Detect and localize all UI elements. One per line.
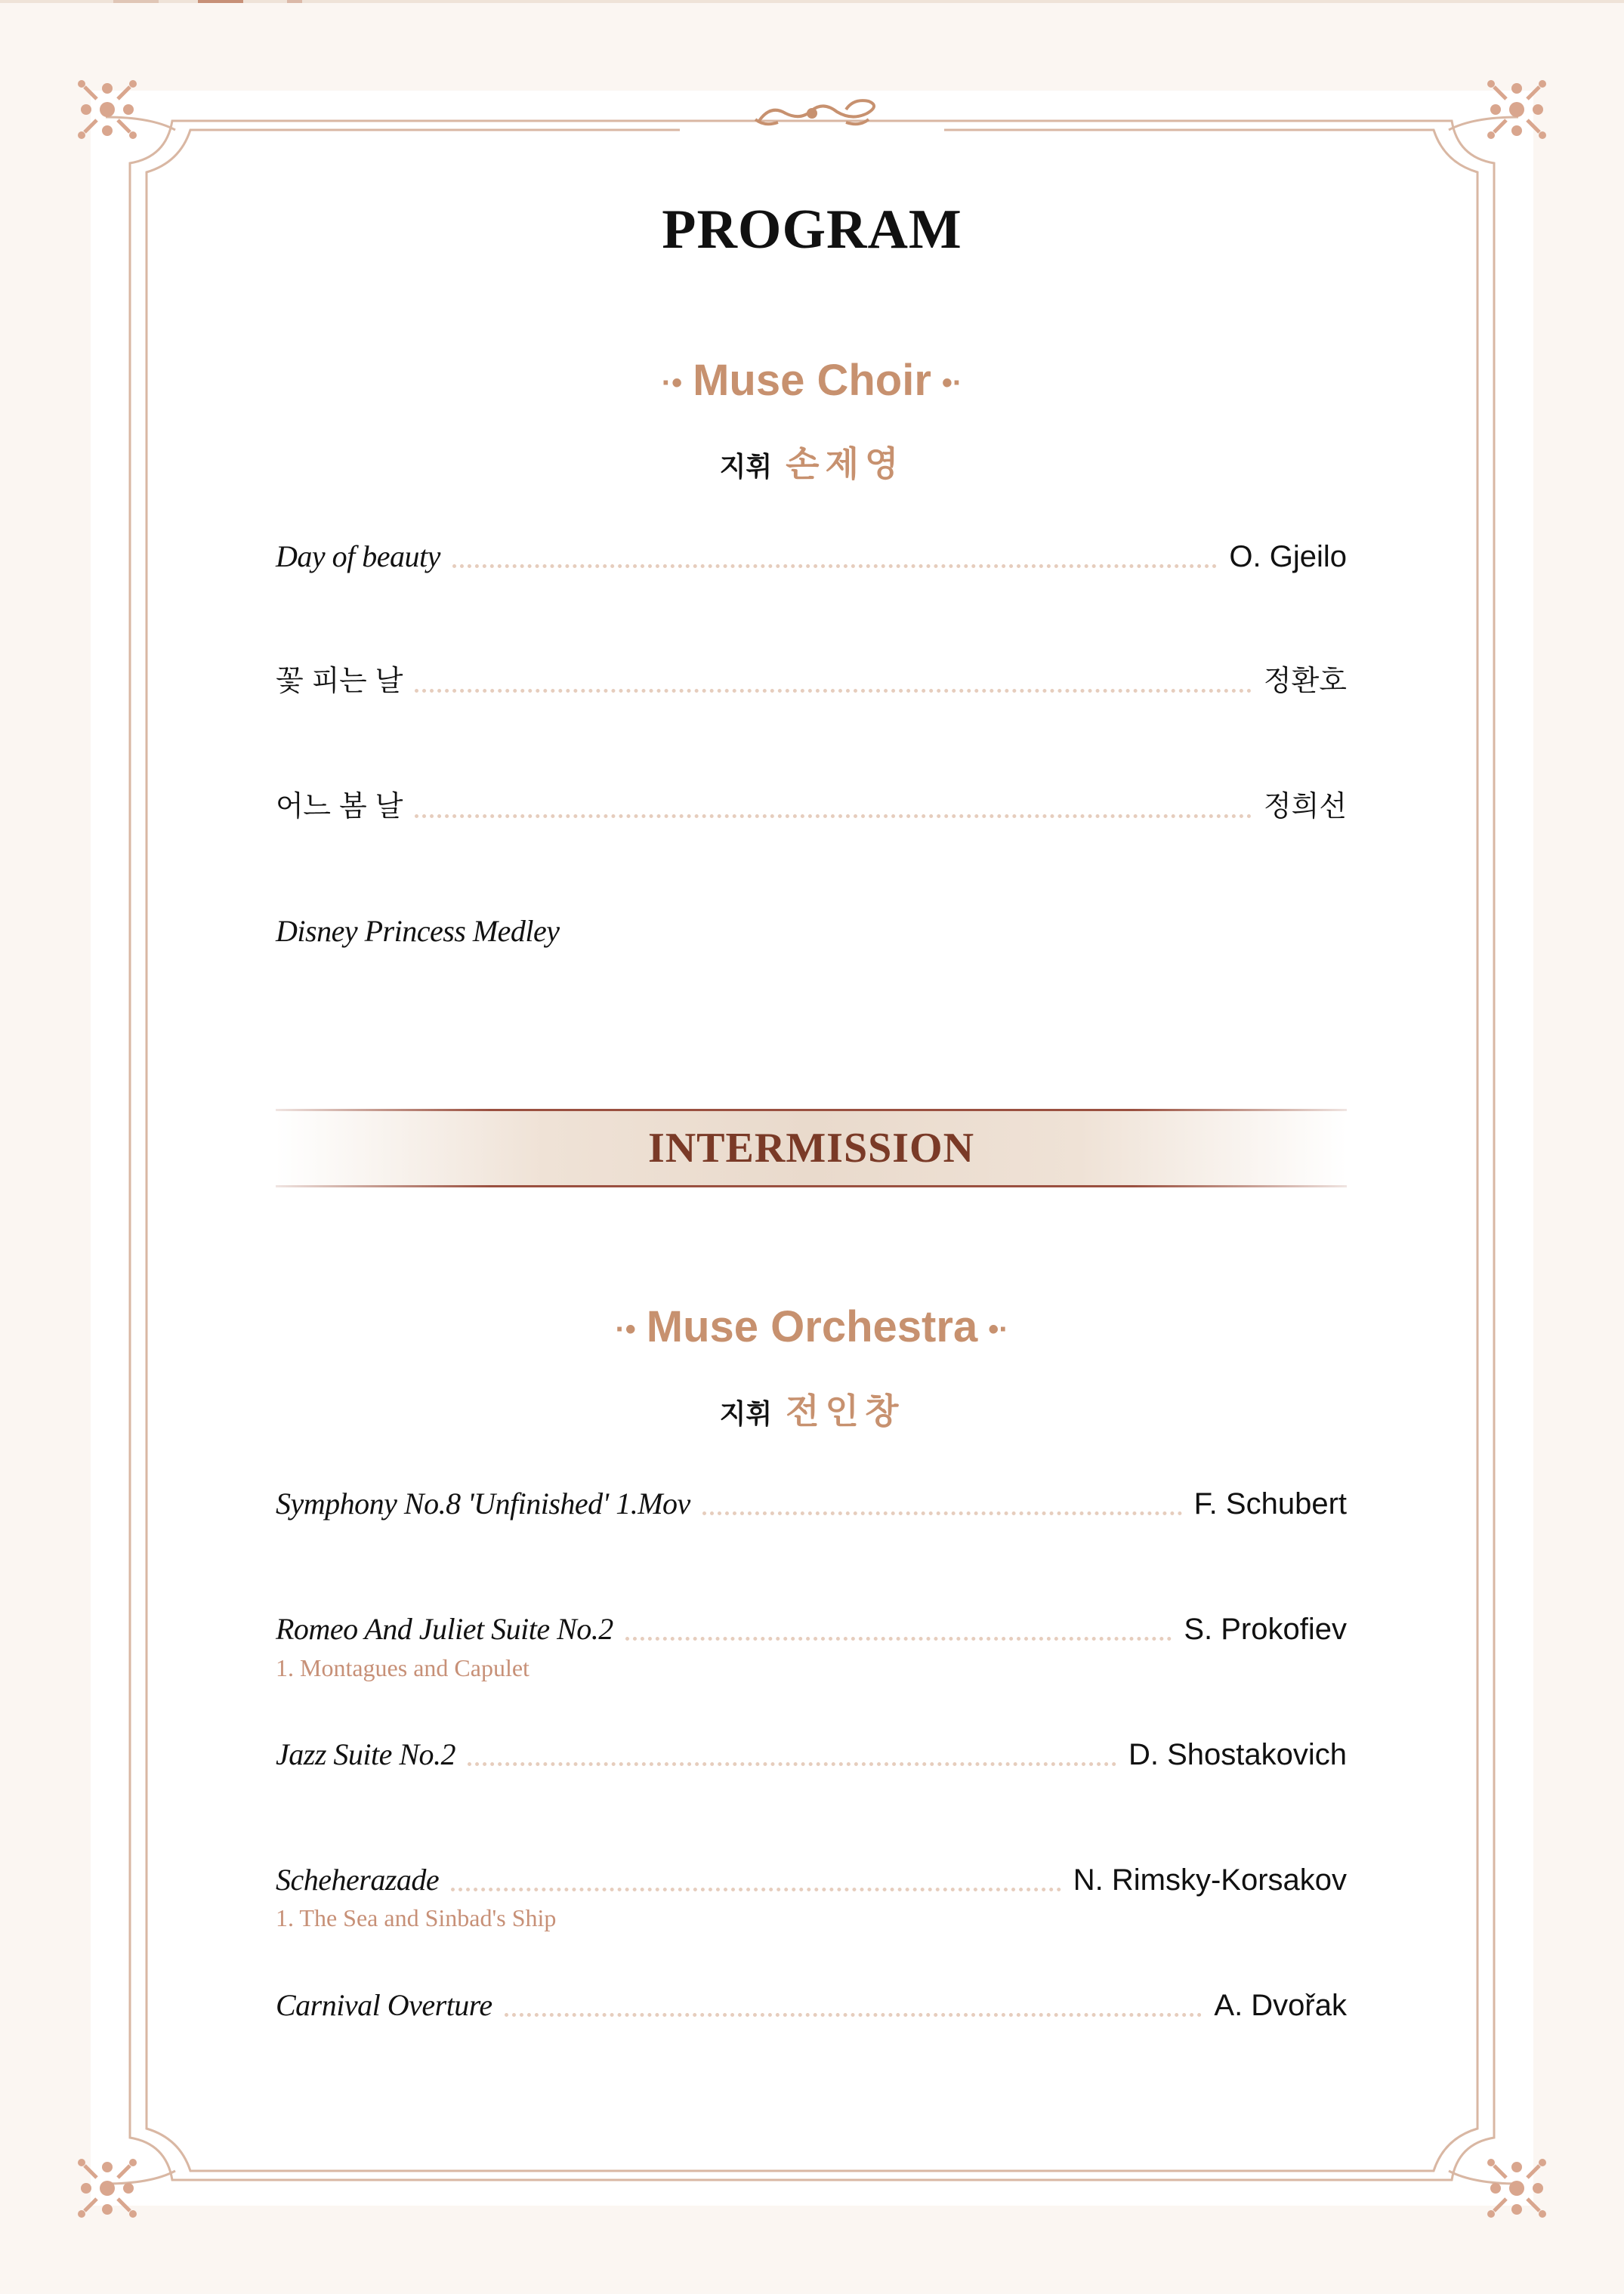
dot-ornament-icon: ·• — [661, 366, 683, 400]
movement-subtitle: 1. The Sea and Sinbad's Ship — [276, 1904, 557, 1931]
piece-title: Carnival Overture — [276, 1988, 492, 2022]
movement-subtitle: 1. Montagues and Capulet — [276, 1654, 529, 1681]
choir-heading — [0, 355, 1624, 406]
composer-name: O. Gjeilo — [1229, 540, 1347, 573]
composer-name: D. Shostakovich — [1128, 1738, 1347, 1771]
dotted-leader — [702, 1511, 1182, 1515]
composer-name: S. Prokofiev — [1184, 1613, 1347, 1646]
conductor-label: 지휘 — [719, 1398, 773, 1429]
dot-ornament-icon: ·• — [615, 1313, 636, 1347]
intermission-label: INTERMISSION — [647, 1125, 975, 1172]
page-title: PROGRAM — [662, 199, 962, 261]
dotted-leader — [451, 1888, 1061, 1891]
orchestra-heading — [0, 1301, 1624, 1352]
composer-name: 정희선 — [1263, 789, 1347, 823]
program-item — [276, 1727, 1347, 1772]
dotted-leader — [625, 1637, 1172, 1641]
choir-conductor — [0, 437, 1624, 486]
composer-name: F. Schubert — [1193, 1487, 1347, 1521]
corner-ornament-icon — [1487, 80, 1546, 139]
composer-name: N. Rimsky-Korsakov — [1073, 1863, 1347, 1897]
program-item — [276, 653, 1347, 699]
composer-name: A. Dvořak — [1214, 1989, 1347, 2022]
conductor-name: 손제영 — [786, 444, 905, 483]
dotted-leader — [415, 814, 1252, 818]
piece-title: Day of beauty — [276, 539, 440, 573]
piece-title: 꽃 피는 날 — [276, 664, 403, 697]
dot-ornament-icon: •· — [988, 1313, 1009, 1347]
program-item — [276, 1601, 1347, 1647]
corner-ornament-icon — [78, 2159, 137, 2218]
piece-title: Symphony No.8 'Unfinished' 1.Mov — [276, 1487, 690, 1521]
dotted-leader — [505, 2013, 1203, 2017]
dotted-leader — [415, 689, 1252, 693]
choir-heading-text: Muse Choir — [693, 356, 931, 405]
conductor-name: 전인창 — [786, 1391, 905, 1431]
composer-name: 정환호 — [1263, 664, 1347, 697]
program-item — [276, 1476, 1347, 1521]
piece-title: Romeo And Juliet Suite No.2 — [276, 1612, 613, 1646]
piece-title: Jazz Suite No.2 — [276, 1737, 456, 1771]
intermission-banner — [276, 1109, 1347, 1187]
dot-ornament-icon: •· — [941, 366, 963, 400]
corner-ornament-icon — [1487, 2159, 1546, 2218]
piece-title: Disney Princess Medley — [276, 914, 560, 948]
program-item — [276, 1852, 1347, 1897]
orchestra-heading-text: Muse Orchestra — [646, 1302, 978, 1351]
program-item — [276, 1978, 1347, 2023]
conductor-label: 지휘 — [719, 451, 773, 482]
dotted-leader — [468, 1762, 1116, 1766]
program-item — [276, 779, 1347, 824]
corner-ornament-icon — [78, 80, 137, 139]
dotted-leader — [452, 564, 1218, 568]
program-item — [276, 903, 1347, 949]
program-item — [276, 529, 1347, 574]
piece-title: 어느 봄 날 — [276, 789, 403, 823]
orchestra-conductor — [0, 1384, 1624, 1434]
piece-title: Scheherazade — [276, 1863, 440, 1897]
